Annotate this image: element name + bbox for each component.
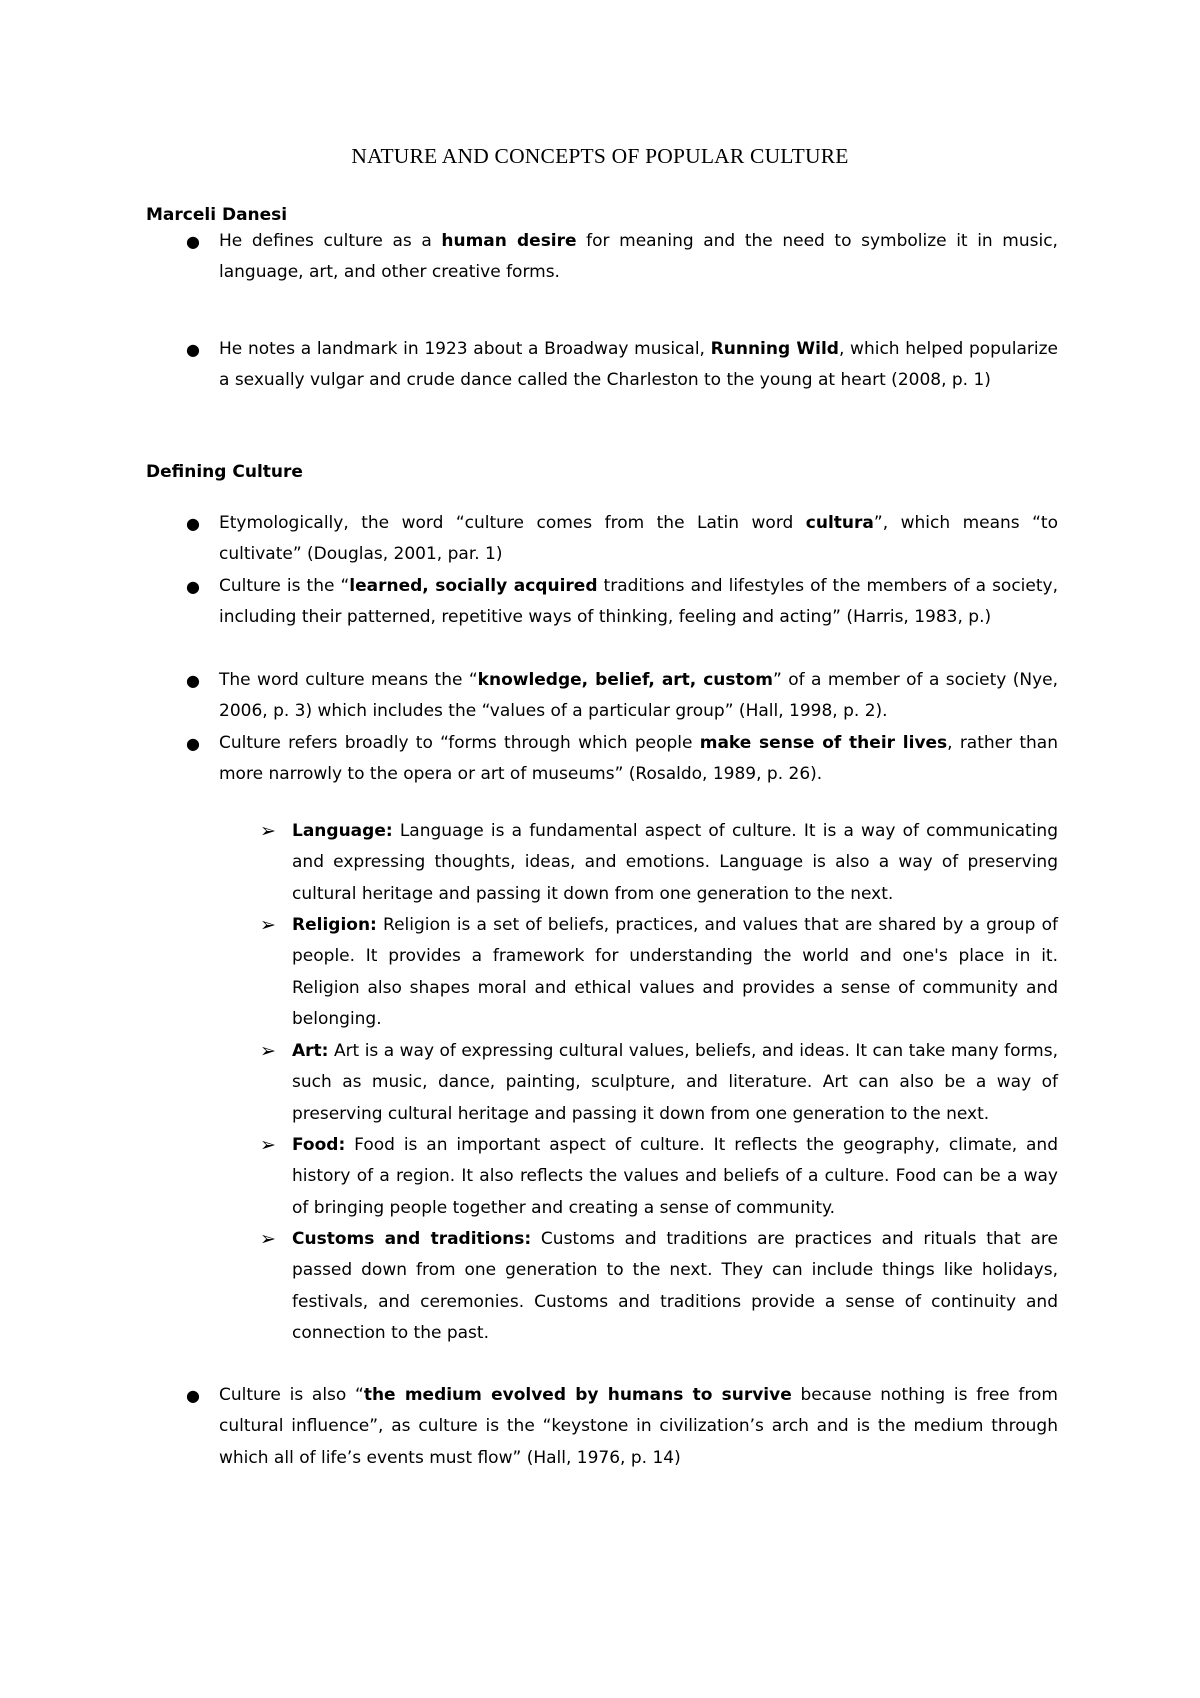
- bullet-dot-icon: ●: [186, 734, 200, 753]
- sub-item-customs-and-traditions: ➢ Customs and traditions: Customs and traditions are practices and rituals that are passed down from one generation to the next. They can include things like holidays, festivals, and ceremonies. Customs and traditions provide a sense of continuity and connection to the past.: [292, 1224, 1058, 1350]
- arrowhead-bullet-icon: ➢: [260, 914, 276, 936]
- arrowhead-bullet-icon: ➢: [260, 1228, 276, 1250]
- section-heading-defining-culture: Defining Culture: [146, 462, 303, 482]
- sub-item-religion: ➢ Religion: Religion is a set of beliefs, practices, and values that are shared by a group of people. It provides a framework for understanding the world and one's place in it. Religion also shapes moral and ethical values and provides a sense of community and belonging.: [292, 910, 1058, 1036]
- bullet-item: ● The word culture means the “knowledge, belief, art, custom” of a member of a society (Nye, 2006, p. 3) which includes the “values of a particular group” (Hall, 1998, p. 2).: [219, 665, 1058, 728]
- bullet-dot-icon: ●: [186, 232, 200, 251]
- bullet-item: ● Etymologically, the word “culture comes from the Latin word cultura”, which means “to cultivate” (Douglas, 2001, par. 1): [219, 508, 1058, 571]
- bullet-item: ● He notes a landmark in 1923 about a Broadway musical, Running Wild, which helped popularize a sexually vulgar and crude dance called the Charleston to the young at heart (2008, p. 1): [219, 334, 1058, 397]
- arrowhead-bullet-icon: ➢: [260, 1040, 276, 1062]
- bullet-dot-icon: ●: [186, 340, 200, 359]
- section-heading-danesi: Marceli Danesi: [146, 205, 288, 225]
- sub-item-art: ➢ Art: Art is a way of expressing cultural values, beliefs, and ideas. It can take many forms, such as music, dance, painting, sculpture, and literature. Art can also be a way of preserving cultural heritage and passing it down from one generation to the next.: [292, 1036, 1058, 1130]
- bullet-item: ● Culture is also “the medium evolved by humans to survive because nothing is free from cultural influence”, as culture is the “keystone in civilization’s arch and is the medium through which all of life’s events must flow” (Hall, 1976, p. 14): [219, 1380, 1058, 1474]
- sub-item-food: ➢ Food: Food is an important aspect of culture. It reflects the geography, climate, and history of a region. It also reflects the values and beliefs of a culture. Food can be a way of bringing people together and creating a sense of community.: [292, 1130, 1058, 1224]
- arrowhead-bullet-icon: ➢: [260, 820, 276, 842]
- bullet-dot-icon: ●: [186, 514, 200, 533]
- bullet-item: ● Culture refers broadly to “forms through which people make sense of their lives, rather than more narrowly to the opera or art of museums” (Rosaldo, 1989, p. 26).: [219, 728, 1058, 791]
- sub-item-language: ➢ Language: Language is a fundamental aspect of culture. It is a way of communicating and expressing thoughts, ideas, and emotions. Language is also a way of preserving cultural heritage and passing it down from one generation to the next.: [292, 816, 1058, 910]
- arrowhead-bullet-icon: ➢: [260, 1134, 276, 1156]
- document-title: NATURE AND CONCEPTS OF POPULAR CULTURE: [351, 144, 849, 168]
- bullet-dot-icon: ●: [186, 577, 200, 596]
- bullet-item: ● Culture is the “learned, socially acquired traditions and lifestyles of the members of a society, including their patterned, repetitive ways of thinking, feeling and acting” (Harris, 1983, p.): [219, 571, 1058, 634]
- bullet-item: ● He defines culture as a human desire for meaning and the need to symbolize it in music, language, art, and other creative forms.: [219, 226, 1058, 289]
- bullet-dot-icon: ●: [186, 1386, 200, 1405]
- bullet-dot-icon: ●: [186, 671, 200, 690]
